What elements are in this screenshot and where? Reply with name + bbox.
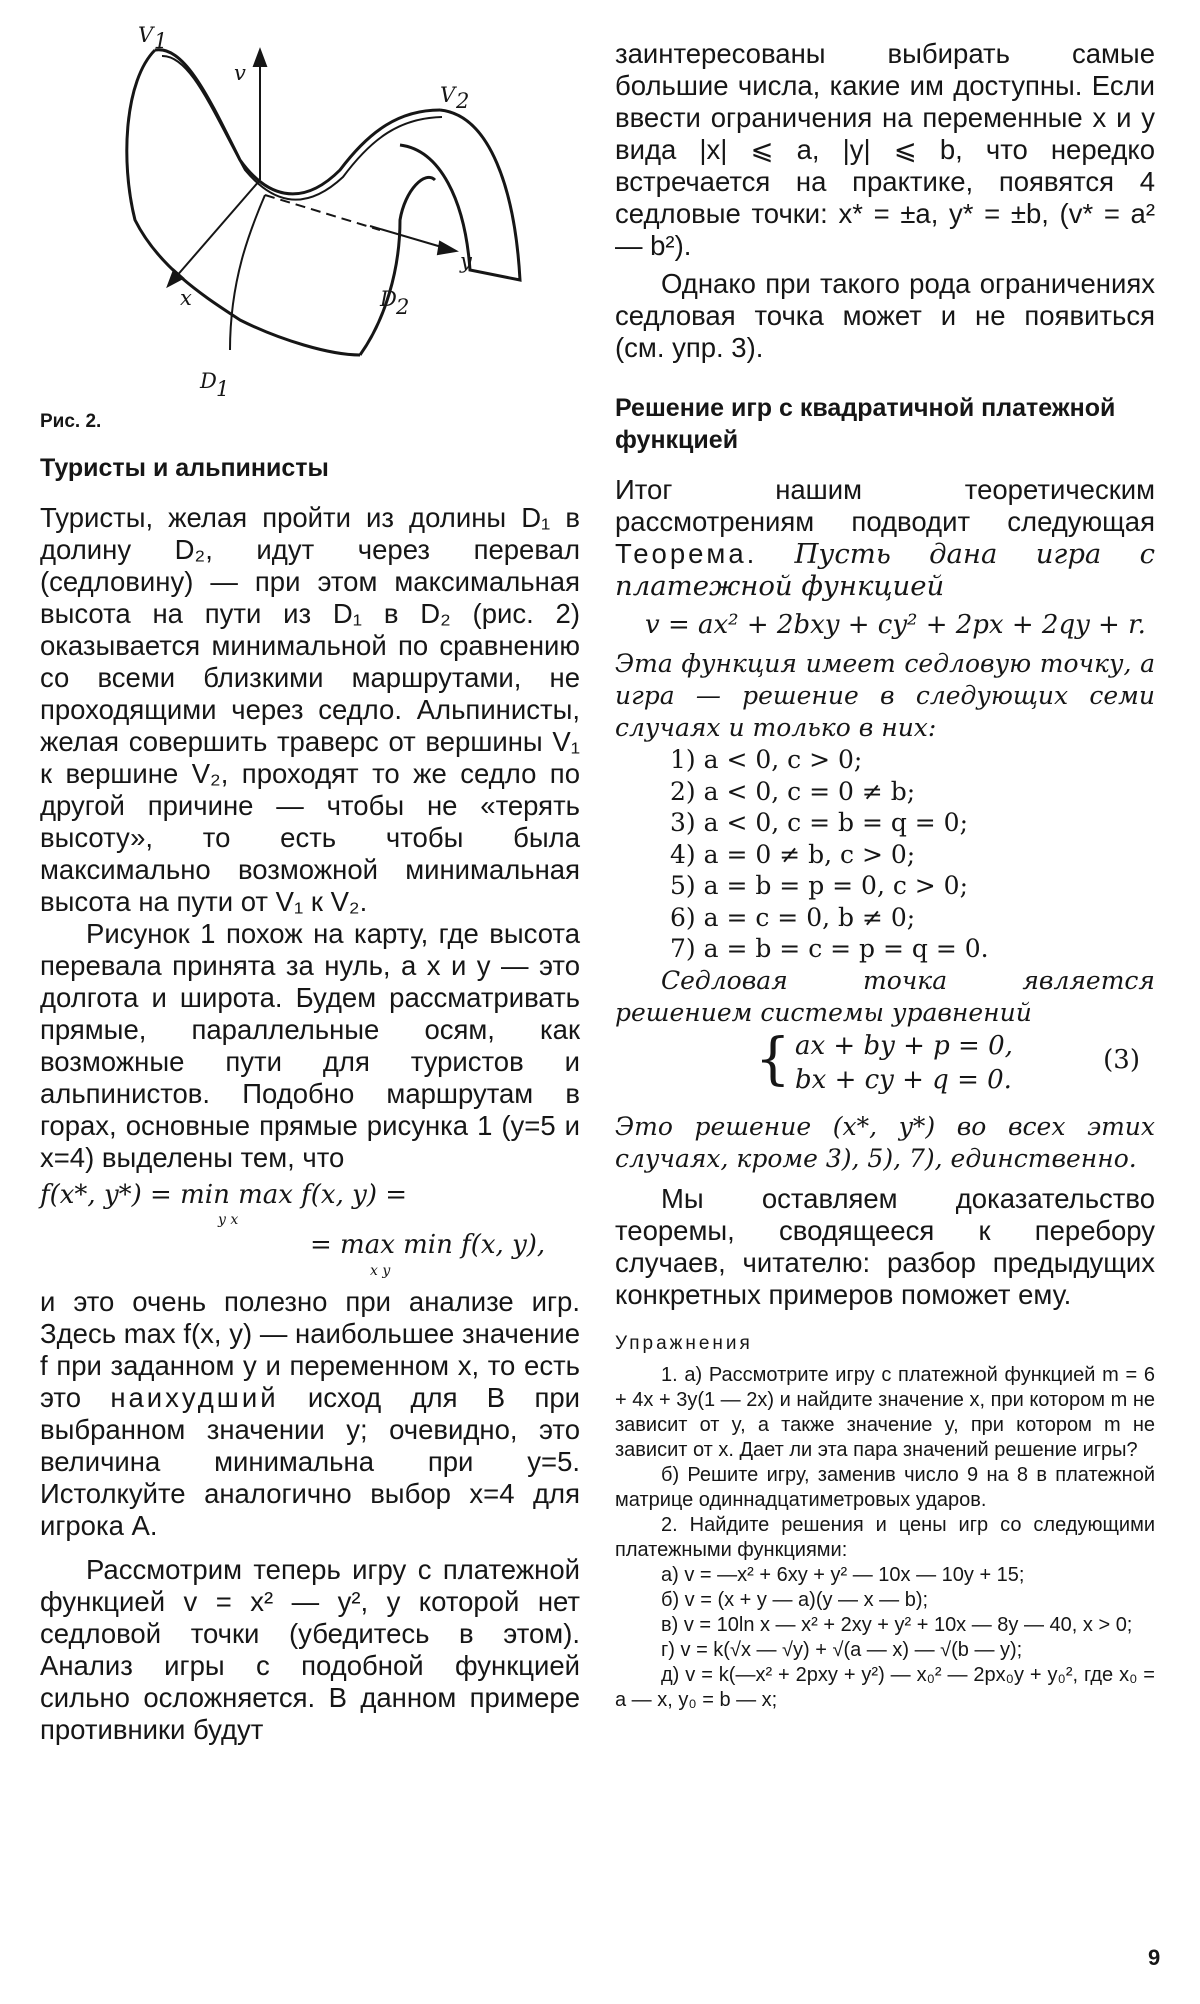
label-x: x [180,286,192,310]
system-eq-1: ax + by + p = 0, [795,1030,1013,1061]
label-d1: D [200,369,217,393]
label-v: v [234,61,246,85]
label-y: y [460,249,472,273]
axis-v-arrow [254,50,266,66]
case-item: 2) a < 0, c = 0 ≠ b; [670,776,916,806]
case-item: 4) a = 0 ≠ b, c > 0; [670,839,916,869]
theorem-intro-text: Итог нашим теоретическим рассмотрениям подводит следующая [615,474,1155,537]
paragraph-no-saddle: Рассмотрим теперь игру с платежной функцией v = x² — y², у которой нет седловой точки (убедитесь в этом). Анализ игры с подобной функцией сильно осложняется. В данном примере противники будут [40,1554,580,1745]
theorem-conditions: Эта функция имеет седловую точку, а игра — решение в следующих семи случаях и только в них: [615,649,1155,742]
label-d2: D [380,287,397,311]
left-column [40,452,580,1746]
case-item: 1) a < 0, c > 0; [670,745,863,774]
formula-maxmin: = max min f(x, y), [310,1230,546,1260]
paragraph-analysis-a: и это очень полезно при анализе игр. Здесь max f(x, y) — наибольшее значение f при заданном y и переменном x, то есть это [40,1286,580,1413]
figure-caption: Рис. 2. [40,411,102,432]
formula-maxmin-sub: x y [370,1263,391,1279]
case-item: 7) a = b = c = p = q = 0. [670,934,989,963]
surface-right-edge [360,177,435,355]
case-item: 3) a < 0, c = b = q = 0; [670,808,969,837]
label-d2-sub: 2 [396,295,410,319]
exercise-2b: б) v = (x + y — a)(y — x — b); [661,1588,929,1611]
exercises-list [615,1363,1155,1713]
paragraph-analysis-spaced: наихудший [110,1382,279,1413]
system-brace: { [755,1026,791,1092]
case-item: 6) a = c = 0, b ≠ 0; [670,902,916,932]
exercise-1b: б) Решите игру, заменив число 9 на 8 в платежной матрице одиннадцатиметровых ударов. [615,1463,1155,1511]
paragraph-analysis-b: исход для B при выбранном значении y; очевидно, это величина минимальна при y=5. Истолкуйте аналогично выбор x=4 для игрока A. [40,1382,580,1541]
theorem-word: Теорема. [615,538,758,569]
axis-y-arrow [438,242,456,254]
surface-front-edge [127,50,360,355]
paragraph-tourists: Туристы, желая пройти из долины D₁ в долину D₂, идут через перевал (седловину) — при этом максимальная высота на пути из D₁ в D₂ (рис. 2) оказывается минимальной по сравнению со всеми близкими маршрутами, не проходящими через седло. Альпинисты, желая совершить траверс от вершины V₁ к вершине V₂, проходят то же седло по другой причине — чтобы не «терять высоту», то есть чтобы была максимально возможной минимальная высота на пути от V₁ к V₂. [40,502,580,917]
label-v2-sub: 2 [456,89,470,113]
axis-y [370,226,445,248]
paragraph-map: Рисунок 1 похож на карту, где высота перевала принята за нуль, а x и y — это долгота и широта. Будем рассматривать прямые, параллельные осям, как возможные пути для туристов и альпинистов. Подобно маршрутам в горах, основные прямые рисунка 1 (y=5 и x=4) выделены тем, что [40,918,580,1173]
label-v1-sub: 1 [154,29,168,53]
path-d2-line [265,195,380,230]
case-item: 5) a = b = p = 0, c > 0; [670,871,969,900]
axis-x [175,180,260,278]
label-v2: V [440,83,456,107]
paragraph-proof: Мы оставляем доказательство теоремы, сводящееся к перебору случаев, читателю: разбор предыдущих конкретных примеров поможет ему. [615,1182,1155,1310]
formula-minmax-sub: y x [218,1212,239,1228]
exercise-1a: 1. а) Рассмотрите игру с платежной функцией m = 6 + 4x + 3y(1 — 2x) и найдите значение x, при котором m не зависит от y, а также значение y, при котором m не зависит от x. Дает ли эта пара значений решение игры? [615,1363,1155,1461]
exercise-2d: г) v = k(√x — √y) + √(a — x) — √(b — y); [661,1638,1023,1661]
theorem-text: Пусть дана игра с платежной функцией [615,538,1155,602]
saddle-surface-diagram [40,20,560,420]
section-heading-quadratic: Решение игр с квадратичной платежной функцией [615,394,1116,454]
exercise-2e: д) v = k(—x² + 2pxy + y²) — x₀² — 2px₀y + y₀², где x₀ = a — x, y₀ = b — x; [615,1663,1155,1711]
equation-system [615,1026,1155,1099]
paragraph-constraints: заинтересованы выбирать самые большие числа, какие им доступны. Если ввести ограничения на переменные x и y вида |x| ⩽ a, |y| ⩽ b, что нередко встречается на практике, появятся 4 седловые точки: x* = ±a, y* = ±b, (v* = a² — b²). [615,38,1155,261]
paragraph-analysis [40,1286,580,1542]
label-v1: V [138,23,154,47]
saddle-system-intro: Седловая точка является решением системы уравнений [615,965,1155,1027]
section-heading-tourists: Туристы и альпинисты [40,454,329,482]
page-number: 9 [1148,1945,1161,1970]
paragraph-however: Однако при такого рода ограничениях седловая точка может и не появиться (см. упр. 3). [615,268,1155,363]
saddle-figure [40,20,560,420]
cases-list [615,744,1155,965]
exercise-2c: в) v = 10ln x — x² + 2xy + y² + 10x — 8y — 40, x > 0; [661,1613,1133,1636]
exercise-2: 2. Найдите решения и цены игр со следующими платежными функциями: [615,1513,1155,1561]
paragraph-theorem-intro [615,474,1155,602]
formula-minmax: f(x*, y*) = min max f(x, y) = [40,1180,408,1210]
exercise-2a: а) v = —x² + 6xy + y² — 10x — 10y + 15; [661,1563,1025,1586]
surface-top-ridge-inner [162,56,442,200]
right-column [615,38,1155,1713]
main-formula: v = ax² + 2bxy + cy² + 2px + 2qy + r. [645,610,1146,640]
exercises-heading: Упражнения [615,1332,753,1354]
surface-top-ridge [155,50,440,194]
equation-number: (3) [1103,1044,1140,1075]
label-d1-sub: 1 [216,377,230,401]
path-d1-line [230,195,265,350]
system-eq-2: bx + cy + q = 0. [795,1064,1012,1095]
uniqueness-statement: Это решение (x*, y*) во всех этих случаях, кроме 3), 5), 7), единственно. [615,1111,1155,1173]
